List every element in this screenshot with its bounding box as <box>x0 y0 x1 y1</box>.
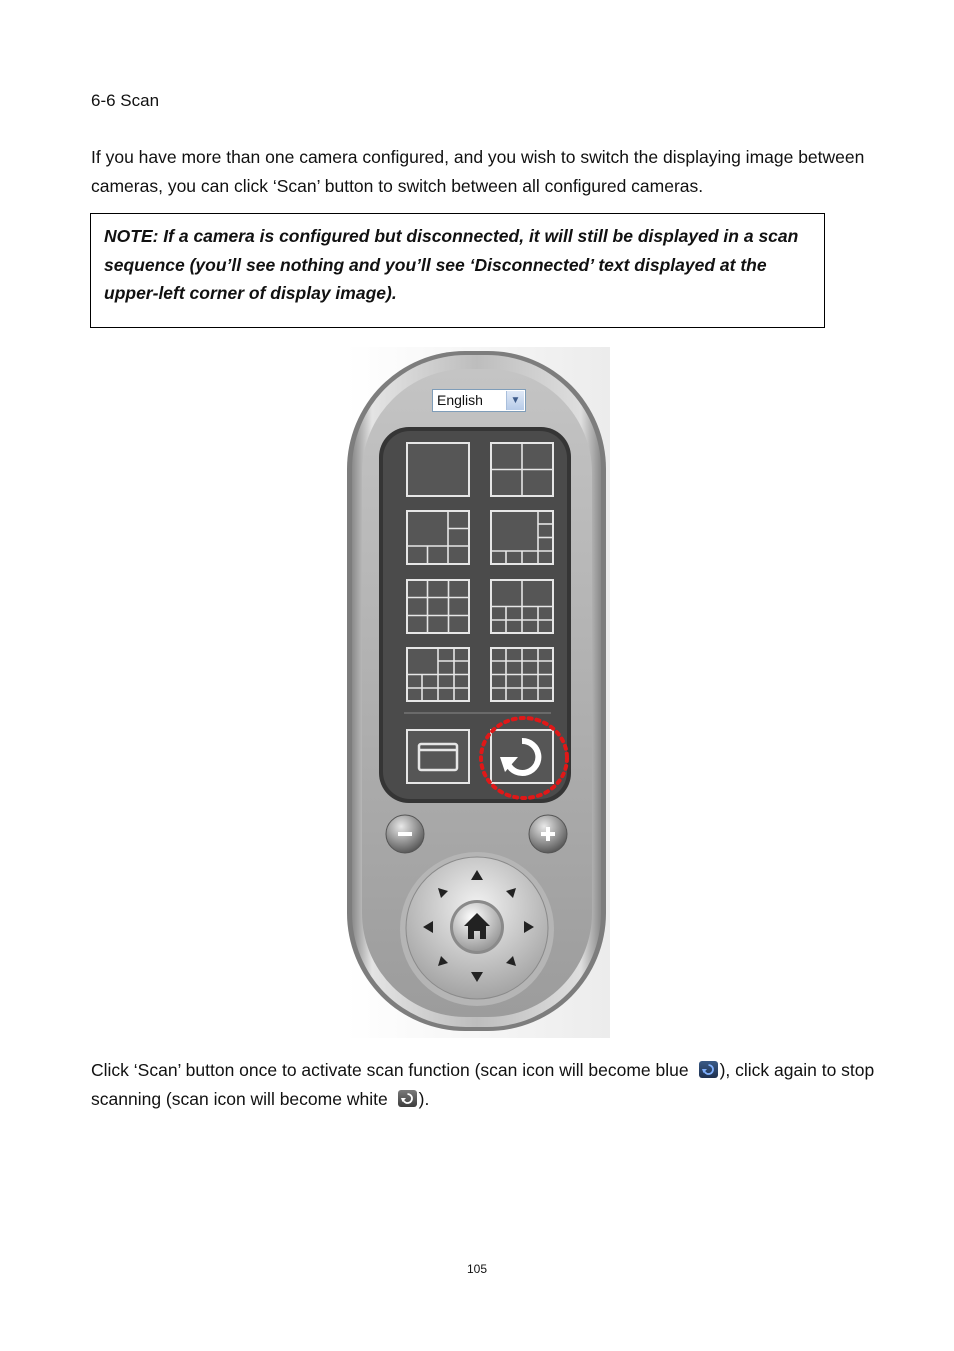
highlight-circle <box>478 715 570 801</box>
language-value: English <box>437 392 483 408</box>
full-screen-button[interactable] <box>406 729 470 784</box>
chevron-down-icon[interactable]: ▼ <box>506 391 524 410</box>
layout-10-view-button[interactable] <box>490 579 554 634</box>
section-heading: 6-6 Scan <box>91 91 160 110</box>
control-panel-image <box>346 347 610 1038</box>
language-select[interactable] <box>432 389 526 412</box>
instructions-paragraph: Click ‘Scan’ button once to activate scan function (scan icon will become blue ), click again to stop scanning (scan icon will become white ). <box>91 1060 875 1109</box>
layout-16-view-button[interactable] <box>490 647 554 702</box>
note-box: NOTE: If a camera is configured but disconnected, it will still be displayed in a scan sequence (you’ll see nothing and you’ll see ‘Disconnected’ text displayed at the upper-left corner of display image). <box>90 213 825 328</box>
layout-6-view-button[interactable] <box>406 510 470 565</box>
scan-white-icon <box>398 1090 417 1107</box>
intro-paragraph: If you have more than one camera configured, and you wish to switch the displaying image between cameras, you can click ‘Scan’ button to switch between all configured cameras. <box>91 147 865 196</box>
layout-13-view-button[interactable] <box>406 647 470 702</box>
scan-blue-icon <box>699 1061 718 1078</box>
layout-4-view-button[interactable] <box>490 442 554 497</box>
page-number: 105 <box>466 1262 488 1276</box>
layout-1-view-button[interactable] <box>406 442 470 497</box>
layout-9-view-button[interactable] <box>406 579 470 634</box>
layout-8-view-button[interactable] <box>490 510 554 565</box>
